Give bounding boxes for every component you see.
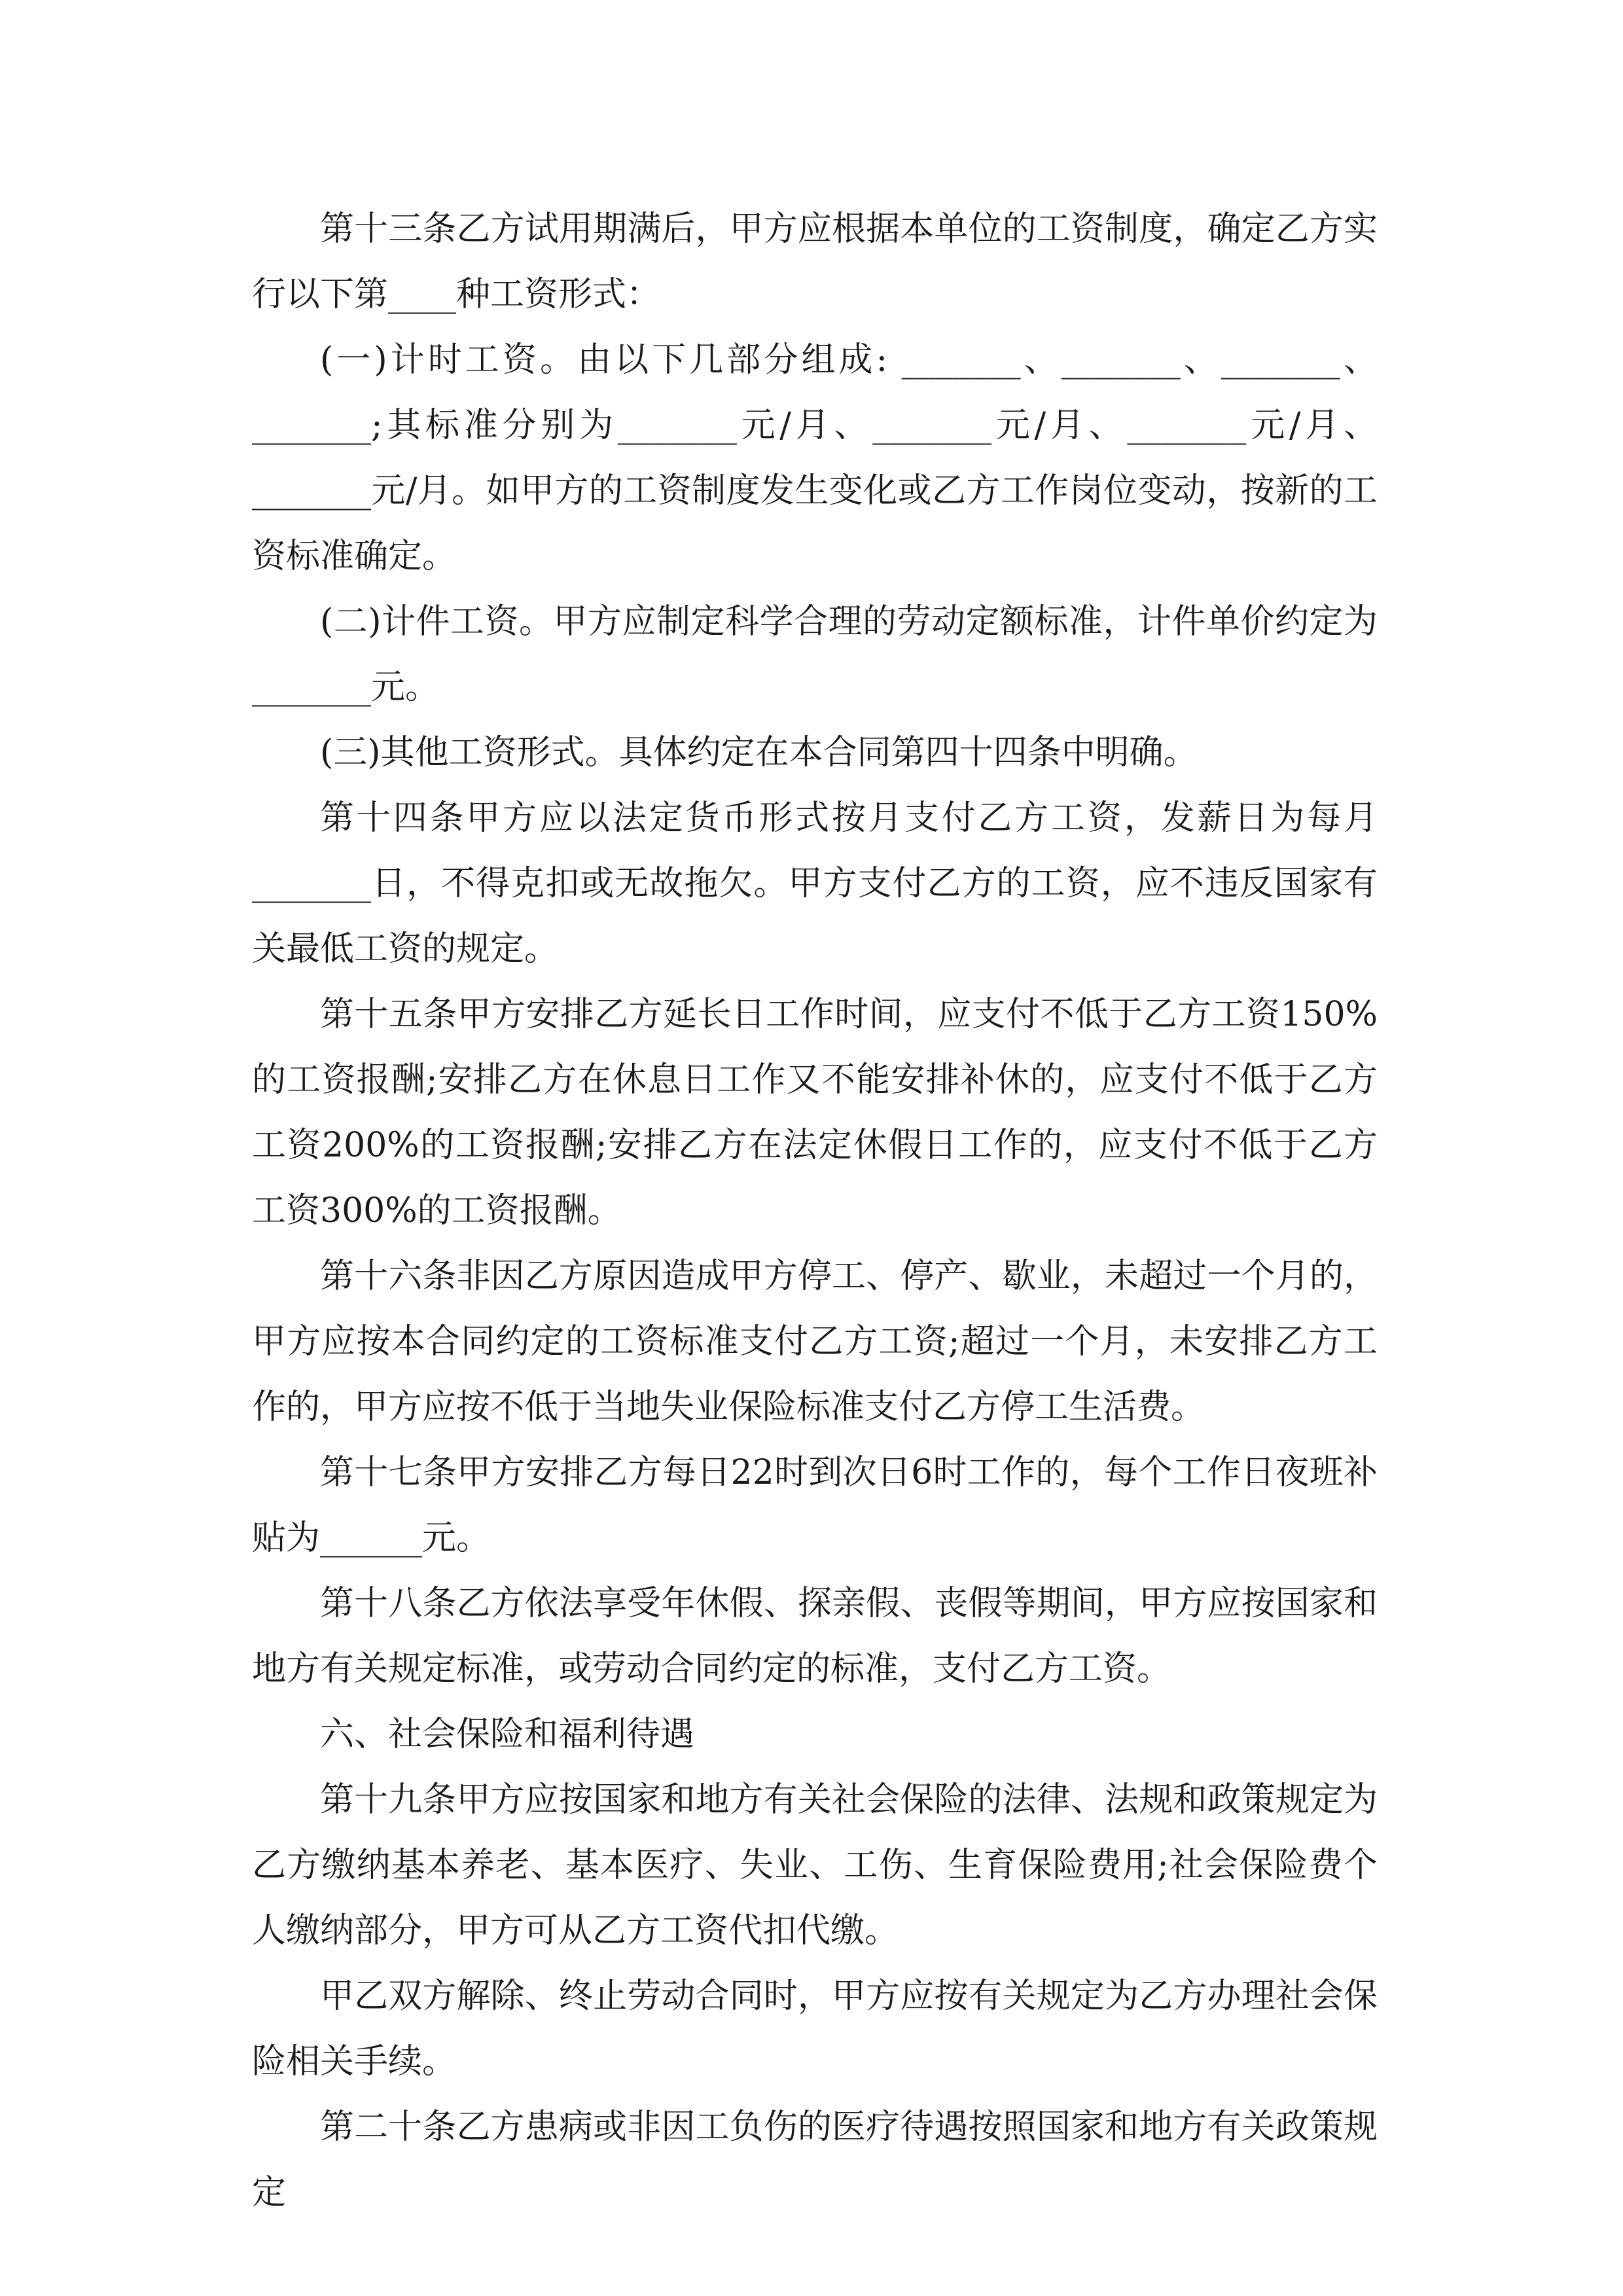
paragraph-piece-wage: (二)计件工资。甲方应制定科学合理的劳动定额标准，计件单价约定为_______元。 [252,602,1378,707]
paragraph-article-16: 第十六条非因乙方原因造成甲方停工、停产、歇业，未超过一个月的，甲方应按本合同约定的工资标准支付乙方工资;超过一个月，未安排乙方工作的，甲方应按不低于当地失业保险标准支付乙方停工生活费。 [252,1257,1378,1427]
paragraph-article-20: 第二十条乙方患病或非因工负伤的医疗待遇按照国家和地方有关政策规定 [252,2108,1378,2212]
paragraph-hourly-wage: (一)计时工资。由以下几部分组成: _______、_______、_______、_______;其标准分别为_______元/月、_______元/月、_______元/月、_______元/月。如甲方的工资制度发生变化或乙方工作岗位变动，按新的工资标准确定。 [252,340,1378,576]
paragraph-other-wage: (三)其他工资形式。具体约定在本合同第四十四条中明确。 [320,733,1198,772]
paragraph-termination-insurance: 甲乙双方解除、终止劳动合同时，甲方应按有关规定为乙方办理社会保险相关手续。 [252,1977,1378,2081]
paragraph-article-15: 第十五条甲方安排乙方延长日工作时间，应支付不低于乙方工资150%的工资报酬;安排乙方在休息日工作又不能安排补休的，应支付不低于乙方工资200%的工资报酬;安排乙方在法定休假日工作的，应支付不低于乙方工资300%的工资报酬。 [252,995,1378,1230]
paragraph-article-13: 第十三条乙方试用期满后，甲方应根据本单位的工资制度，确定乙方实行以下第____种工资形式： [252,209,1378,314]
paragraph-article-19: 第十九条甲方应按国家和地方有关社会保险的法律、法规和政策规定为乙方缴纳基本养老、基本医疗、失业、工伤、生育保险费用;社会保险费个人缴纳部分，甲方可从乙方工资代扣代缴。 [252,1780,1378,1950]
paragraph-article-18: 第十八条乙方依法享受年休假、探亲假、丧假等期间，甲方应按国家和地方有关规定标准，或劳动合同约定的标准，支付乙方工资。 [252,1584,1378,1689]
document-page [252,196,1378,2225]
paragraph-article-17: 第十七条甲方安排乙方每日22时到次日6时工作的，每个工作日夜班补贴为______元。 [252,1453,1378,1558]
section-heading-social-insurance: 六、社会保险和福利待遇 [320,1715,695,1754]
paragraph-article-14: 第十四条甲方应以法定货币形式按月支付乙方工资，发薪日为每月_______日，不得克扣或无故拖欠。甲方支付乙方的工资，应不违反国家有关最低工资的规定。 [252,798,1378,969]
